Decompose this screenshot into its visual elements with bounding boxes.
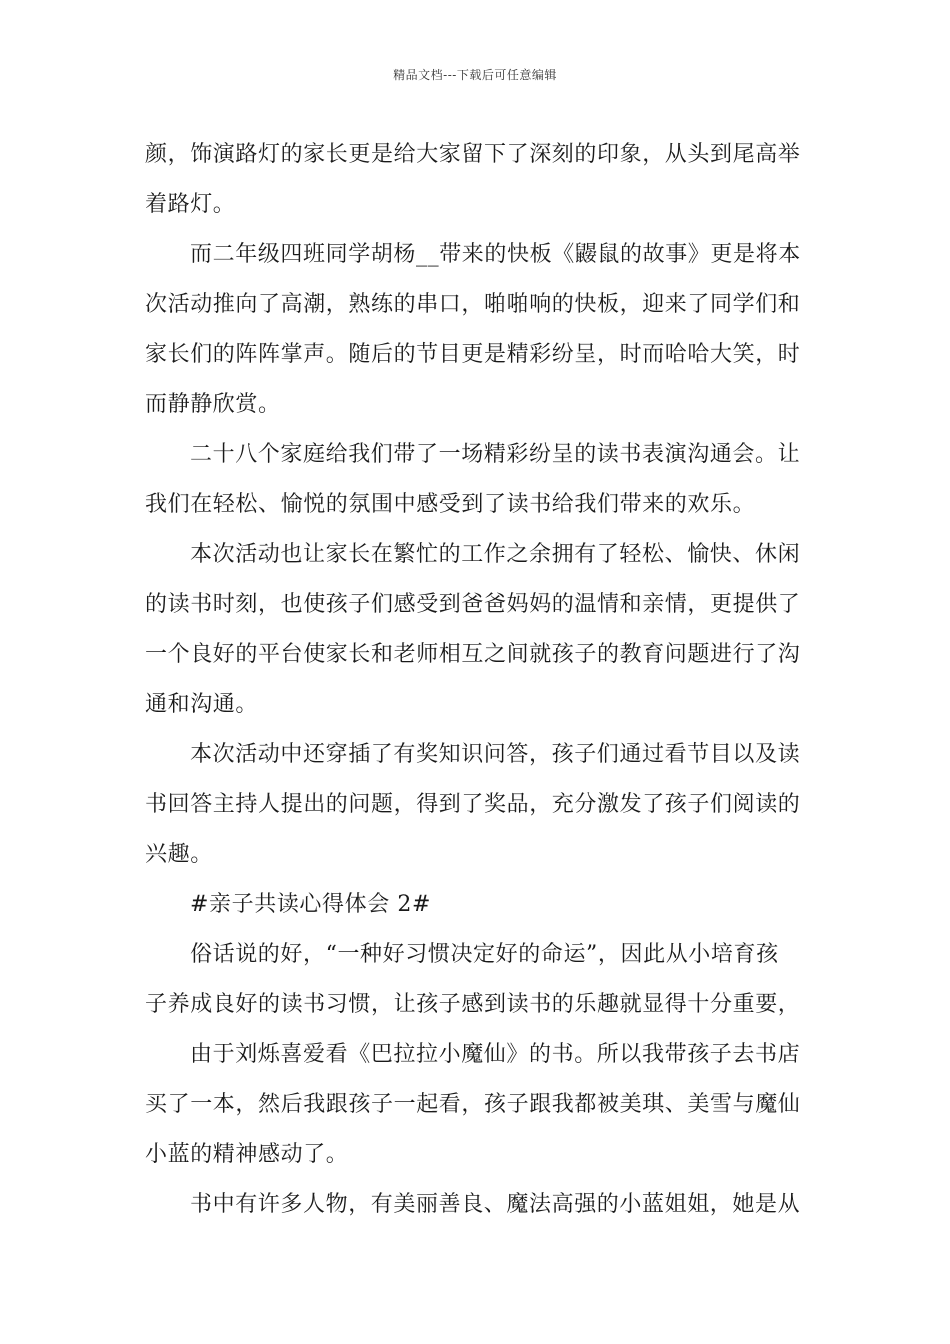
text-line-4: 次活动推向了高潮，熟练的串口，啪啪响的快板，迎来了同学们和 — [145, 292, 801, 317]
text-line-7: 二十八个家庭给我们带了一场精彩纷呈的读书表演沟通会。让 — [190, 442, 801, 467]
text-line-3: 而二年级四班同学胡杨__带来的快板《鼹鼠的故事》更是将本 — [190, 242, 801, 267]
text-line-6: 而静静欣赏。 — [145, 392, 281, 417]
text-line-13: 本次活动中还穿插了有奖知识问答，孩子们通过看节目以及读 — [190, 742, 801, 767]
text-line-5: 家长们的阵阵掌声。随后的节目更是精彩纷呈，时而哈哈大笑，时 — [145, 342, 801, 367]
text-line-18: 子养成良好的读书习惯，让孩子感到读书的乐趣就显得十分重要， — [145, 992, 801, 1017]
text-line-2: 着路灯。 — [145, 192, 236, 217]
text-line-10: 的读书时刻，也使孩子们感受到爸爸妈妈的温情和亲情，更提供了 — [145, 592, 801, 617]
text-line-14: 书回答主持人提出的问题，得到了奖品，充分激发了孩子们阅读的 — [145, 792, 801, 817]
text-line-20: 买了一本，然后我跟孩子一起看，孩子跟我都被美琪、美雪与魔仙 — [145, 1092, 801, 1117]
text-line-9: 本次活动也让家长在繁忙的工作之余拥有了轻松、愉快、休闲 — [190, 542, 801, 567]
section-heading: #亲子共读心得体会 2# — [190, 892, 432, 917]
text-line-22: 书中有许多人物，有美丽善良、魔法高强的小蓝姐姐，她是从 — [190, 1192, 801, 1217]
text-line-12: 通和沟通。 — [145, 692, 259, 717]
document-body — [145, 130, 810, 1230]
text-line-19: 由于刘烁喜爱看《巴拉拉小魔仙》的书。所以我带孩子去书店 — [190, 1042, 801, 1067]
text-line-17: 俗话说的好，“一种好习惯决定好的命运”，因此从小培育孩 — [190, 942, 779, 967]
text-line-11: 一个良好的平台使家长和老师相互之间就孩子的教育问题进行了沟 — [145, 642, 801, 667]
page-header: 精品文档---下载后可任意编辑 — [393, 68, 557, 82]
text-line-21: 小蓝的精神感动了。 — [145, 1142, 349, 1167]
text-line-15: 兴趣。 — [145, 842, 213, 867]
text-line-8: 我们在轻松、愉悦的氛围中感受到了读书给我们带来的欢乐。 — [145, 492, 756, 517]
text-line-1: 颜，饰演路灯的家长更是给大家留下了深刻的印象，从头到尾高举 — [145, 142, 801, 167]
